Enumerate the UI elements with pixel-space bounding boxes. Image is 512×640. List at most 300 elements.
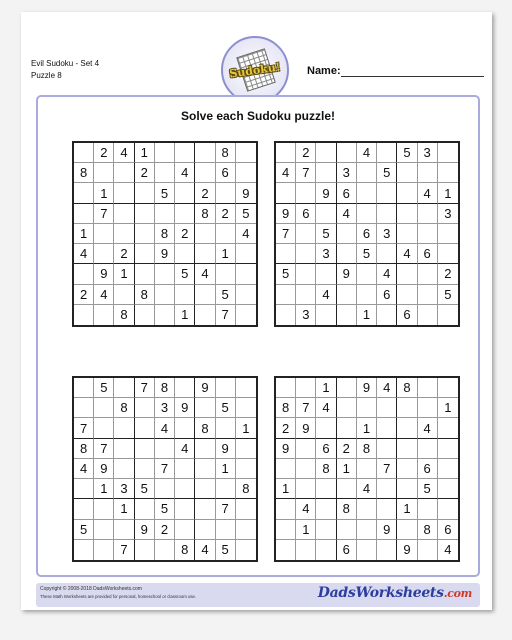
sudoku-cell: 9 [155,244,175,264]
sudoku-cell[interactable] [94,305,114,325]
sudoku-cell[interactable] [438,244,458,264]
sudoku-cell[interactable] [236,439,256,459]
sudoku-cell: 9 [195,378,215,398]
sudoku-cell: 4 [155,418,175,438]
sudoku-cell[interactable] [397,418,417,438]
sudoku-cell[interactable] [175,520,195,540]
sudoku-cell: 6 [337,540,357,560]
sudoku-cell: 3 [438,204,458,224]
sudoku-cell[interactable] [438,163,458,183]
sudoku-cell[interactable] [377,305,397,325]
sudoku-cell[interactable] [114,285,134,305]
sudoku-cell[interactable] [135,439,155,459]
sudoku-cell[interactable] [337,520,357,540]
sudoku-cell: 2 [438,264,458,284]
sudoku-cell[interactable] [94,163,114,183]
sudoku-cell[interactable] [357,398,377,418]
sudoku-cell[interactable] [397,183,417,203]
sudoku-cell[interactable] [175,143,195,163]
sudoku-cell[interactable] [114,224,134,244]
sudoku-cell[interactable] [418,264,438,284]
sudoku-cell[interactable] [135,183,155,203]
sudoku-cell: 8 [155,378,175,398]
sudoku-cell[interactable] [296,540,316,560]
sudoku-cell[interactable] [357,163,377,183]
sudoku-cell[interactable] [236,143,256,163]
sudoku-cell: 5 [155,499,175,519]
sudoku-cell: 9 [94,264,114,284]
sudoku-cell[interactable] [94,418,114,438]
sudoku-cell[interactable] [418,398,438,418]
sudoku-cell[interactable] [397,398,417,418]
sudoku-cell: 7 [155,459,175,479]
sudoku-cell: 1 [276,479,296,499]
sudoku-cell[interactable] [337,224,357,244]
sudoku-cell: 7 [296,163,316,183]
sudoku-cell: 2 [175,224,195,244]
sudoku-cell[interactable] [276,540,296,560]
sudoku-cell[interactable] [357,520,377,540]
sudoku-cell[interactable] [316,499,336,519]
sudoku-cell[interactable] [276,183,296,203]
sudoku-cell[interactable] [276,244,296,264]
sudoku-cell: 8 [175,540,195,560]
sudoku-cell[interactable] [337,305,357,325]
sudoku-cell[interactable] [316,204,336,224]
sudoku-cell[interactable] [337,285,357,305]
sudoku-cell: 7 [74,418,94,438]
sudoku-cell: 3 [155,398,175,418]
sudoku-cell[interactable] [377,439,397,459]
sudoku-cell[interactable] [296,378,316,398]
sudoku-cell[interactable] [135,540,155,560]
sudoku-cell: 4 [357,143,377,163]
sudoku-cell[interactable] [438,224,458,244]
copyright-text: Copyright © 2008-2018 DadsWorksheets.com [40,586,142,592]
sudoku-cell[interactable] [74,499,94,519]
sudoku-cell[interactable] [195,398,215,418]
sudoku-cell: 8 [276,398,296,418]
sudoku-cell[interactable] [377,398,397,418]
sudoku-grid-3 [72,376,258,562]
sudoku-cell[interactable] [216,479,236,499]
sudoku-cell[interactable] [195,163,215,183]
logo-text: Sudoku! [228,60,282,81]
sudoku-cell: 7 [377,459,397,479]
sudoku-cell: 6 [216,163,236,183]
sudoku-grid-2 [274,141,460,327]
sudoku-cell[interactable] [195,439,215,459]
sudoku-cell[interactable] [135,398,155,418]
sudoku-cell[interactable] [155,479,175,499]
sudoku-cell[interactable] [195,143,215,163]
sudoku-cell[interactable] [276,305,296,325]
sudoku-cell[interactable] [155,163,175,183]
sudoku-cell[interactable] [175,499,195,519]
sudoku-cell: 1 [114,264,134,284]
sudoku-cell[interactable] [195,479,215,499]
sudoku-cell: 9 [377,520,397,540]
sudoku-cell[interactable] [357,459,377,479]
sudoku-cell[interactable] [377,540,397,560]
sudoku-cell[interactable] [135,459,155,479]
sudoku-cell[interactable] [216,418,236,438]
sudoku-cell[interactable] [316,520,336,540]
sudoku-cell[interactable] [276,143,296,163]
sudoku-cell[interactable] [236,305,256,325]
sudoku-cell[interactable] [135,204,155,224]
sudoku-cell[interactable] [135,244,155,264]
sudoku-cell[interactable] [418,305,438,325]
sudoku-cell[interactable] [296,183,316,203]
sudoku-cell[interactable] [276,459,296,479]
sudoku-cell: 9 [276,204,296,224]
sudoku-cell[interactable] [94,244,114,264]
sudoku-cell[interactable] [175,204,195,224]
sudoku-cell[interactable] [377,479,397,499]
sudoku-cell[interactable] [316,305,336,325]
sudoku-cell: 5 [438,285,458,305]
sudoku-cell[interactable] [236,244,256,264]
sudoku-cell[interactable] [175,378,195,398]
sudoku-cell[interactable] [418,285,438,305]
sudoku-cell[interactable] [418,163,438,183]
sudoku-cell: 2 [114,244,134,264]
footer [36,583,480,607]
sudoku-cell: 6 [316,439,336,459]
sudoku-cell: 6 [377,285,397,305]
sudoku-cell[interactable] [74,264,94,284]
sudoku-cell: 8 [114,398,134,418]
sudoku-cell: 5 [155,183,175,203]
sudoku-cell: 2 [195,183,215,203]
sudoku-cell: 5 [397,143,417,163]
sudoku-cell[interactable] [236,163,256,183]
brand-logo [318,585,472,601]
sudoku-cell: 1 [316,378,336,398]
sudoku-cell: 1 [296,520,316,540]
sudoku-cell[interactable] [438,439,458,459]
sudoku-cell[interactable] [236,398,256,418]
sudoku-cell[interactable] [438,418,458,438]
sudoku-cell: 5 [74,520,94,540]
sudoku-cell: 4 [444,542,452,558]
sudoku-cell[interactable] [296,244,316,264]
sudoku-cell[interactable] [236,378,256,398]
sudoku-cell: 6 [296,204,316,224]
sudoku-cell[interactable] [216,264,236,284]
sudoku-cell[interactable] [175,418,195,438]
sudoku-cell[interactable] [357,499,377,519]
sudoku-cell: 8 [195,204,215,224]
sudoku-cell[interactable] [135,224,155,244]
sudoku-cell[interactable] [296,264,316,284]
sudoku-grid-1 [72,141,258,327]
sudoku-cell[interactable] [438,305,458,325]
sudoku-cell[interactable] [114,183,134,203]
sudoku-cell[interactable] [114,378,134,398]
sudoku-cell[interactable] [94,398,114,418]
sudoku-cell: 8 [135,285,155,305]
sudoku-cell[interactable] [74,183,94,203]
sudoku-cell[interactable] [135,418,155,438]
sudoku-cell: 5 [316,224,336,244]
sudoku-cell: 6 [357,224,377,244]
sudoku-cell[interactable] [316,540,336,560]
sudoku-cell: 5 [236,204,256,224]
sudoku-cell[interactable] [397,264,417,284]
sudoku-cell[interactable] [195,244,215,264]
sudoku-cell[interactable] [337,479,357,499]
sudoku-cell[interactable] [316,163,336,183]
sudoku-cell[interactable] [397,479,417,499]
sudoku-cell[interactable] [175,183,195,203]
sudoku-cell: 1 [74,224,94,244]
sudoku-cell: 1 [337,459,357,479]
sudoku-cell[interactable] [276,499,296,519]
sudoku-cell[interactable] [337,398,357,418]
sudoku-cell[interactable] [94,224,114,244]
sudoku-cell[interactable] [337,378,357,398]
sudoku-cell[interactable] [337,418,357,438]
sudoku-cell: 4 [316,398,336,418]
sudoku-cell[interactable] [397,520,417,540]
sudoku-cell[interactable] [276,378,296,398]
sudoku-cell[interactable] [155,305,175,325]
sudoku-cell[interactable] [216,520,236,540]
sudoku-cell[interactable] [357,204,377,224]
sudoku-cell: 7 [216,499,236,519]
sudoku-cell[interactable] [296,224,316,244]
sudoku-cell[interactable] [114,520,134,540]
sudoku-cell: 5 [377,163,397,183]
sudoku-cell[interactable] [418,204,438,224]
sudoku-cell: 8 [337,499,357,519]
sudoku-cell[interactable] [195,224,215,244]
sudoku-cell: 1 [175,305,195,325]
sudoku-cell[interactable] [74,305,94,325]
sudoku-cell[interactable] [114,418,134,438]
sudoku-cell[interactable] [438,499,458,519]
sudoku-cell: 4 [316,285,336,305]
sudoku-cell[interactable] [94,540,114,560]
sudoku-cell: 4 [94,285,114,305]
sudoku-cell: 7 [135,378,155,398]
sudoku-cell[interactable] [195,459,215,479]
sudoku-cell[interactable] [418,378,438,398]
sudoku-cell: 6 [438,520,458,540]
sudoku-cell[interactable] [94,499,114,519]
sudoku-cell: 8 [418,520,438,540]
sudoku-cell[interactable] [155,540,175,560]
sudoku-cell: 1 [114,499,134,519]
sudoku-cell: 6 [418,459,438,479]
sudoku-cell: 7 [94,439,114,459]
sudoku-cell: 1 [357,418,377,438]
sudoku-cell: 2 [337,439,357,459]
sudoku-cell: 4 [236,224,256,244]
sudoku-cell[interactable] [397,163,417,183]
sudoku-cell[interactable] [135,499,155,519]
sudoku-cell: 1 [438,183,458,203]
sudoku-cell[interactable] [74,204,94,224]
sudoku-cell[interactable] [155,204,175,224]
sudoku-cell: 5 [216,540,236,560]
sudoku-cell: 7 [94,204,114,224]
sudoku-cell[interactable] [155,264,175,284]
sudoku-cell[interactable] [397,439,417,459]
sudoku-cell: 4 [276,163,296,183]
sudoku-cell[interactable] [114,163,134,183]
sudoku-cell[interactable] [236,264,256,284]
sudoku-cell: 3 [337,163,357,183]
sudoku-cell[interactable] [94,520,114,540]
sudoku-cell: 7 [216,305,236,325]
sudoku-cell: 2 [135,163,155,183]
sudoku-cell[interactable] [195,499,215,519]
sudoku-cell: 1 [236,418,256,438]
sudoku-cell[interactable] [377,143,397,163]
brand-suffix: .com [443,587,472,600]
sudoku-cell: 8 [74,439,94,459]
sudoku-cell: 7 [276,224,296,244]
sudoku-cell[interactable] [236,520,256,540]
sudoku-cell: 8 [357,439,377,459]
sudoku-cell[interactable] [296,285,316,305]
sudoku-cell: 3 [296,305,316,325]
sudoku-cell[interactable] [357,285,377,305]
sudoku-cell[interactable] [114,439,134,459]
sudoku-cell: 1 [438,398,458,418]
sudoku-cell: 1 [216,459,236,479]
sudoku-cell: 2 [155,520,175,540]
sudoku-cell: 4 [195,264,215,284]
sudoku-cell: 8 [195,418,215,438]
sudoku-cell[interactable] [74,143,94,163]
sudoku-cell: 9 [316,183,336,203]
sudoku-cell[interactable] [195,305,215,325]
sudoku-cell: 6 [337,183,357,203]
sudoku-cell: 4 [74,459,94,479]
sudoku-cell: 4 [114,143,134,163]
sudoku-cell[interactable] [438,459,458,479]
sudoku-cell[interactable] [135,264,155,284]
sudoku-cell[interactable] [114,459,134,479]
sudoku-cell[interactable] [216,224,236,244]
sudoku-cell: 9 [276,439,296,459]
sudoku-cell[interactable] [175,285,195,305]
sudoku-cell[interactable] [276,520,296,540]
sudoku-cell[interactable] [216,378,236,398]
sudoku-cell[interactable] [175,244,195,264]
sudoku-cell[interactable] [357,264,377,284]
sudoku-cell[interactable] [377,244,397,264]
worksheet-page [21,12,492,610]
sudoku-cell: 4 [357,479,377,499]
sudoku-cell[interactable] [155,439,175,459]
sudoku-cell[interactable] [397,285,417,305]
name-label: Name: [307,65,341,77]
puzzle-label: Puzzle 8 [31,71,62,80]
sudoku-cell: 3 [418,143,438,163]
sudoku-cell[interactable] [316,418,336,438]
sudoku-cell[interactable] [377,418,397,438]
sudoku-cell[interactable] [195,285,215,305]
sudoku-cell[interactable] [337,143,357,163]
sudoku-cell[interactable] [377,499,397,519]
sudoku-cell[interactable] [74,479,94,499]
sudoku-cell[interactable] [114,204,134,224]
header-info [31,58,99,82]
sudoku-cell[interactable] [438,479,458,499]
sudoku-cell[interactable] [357,183,377,203]
sudoku-cell[interactable] [195,520,215,540]
sudoku-cell[interactable] [236,285,256,305]
sudoku-cell[interactable] [175,479,195,499]
sudoku-cell[interactable] [397,459,417,479]
sudoku-cell[interactable] [438,143,458,163]
sudoku-cell: 8 [236,479,256,499]
sudoku-cell[interactable] [397,224,417,244]
sudoku-cell: 9 [337,264,357,284]
sudoku-cell[interactable] [155,285,175,305]
sudoku-cell: 8 [114,305,134,325]
sudoku-cell[interactable] [296,459,316,479]
sudoku-cell[interactable] [377,204,397,224]
sudoku-cell[interactable] [418,540,438,560]
sudoku-cell[interactable] [316,143,336,163]
sudoku-cell: 8 [74,163,94,183]
sudoku-cell[interactable] [377,183,397,203]
sudoku-cell: 1 [216,244,236,264]
sudoku-cell[interactable] [276,285,296,305]
sudoku-cell: 4 [195,540,215,560]
sudoku-cell[interactable] [316,264,336,284]
sudoku-cell[interactable] [236,540,256,560]
sudoku-cell: 1 [94,479,114,499]
sudoku-cell[interactable] [236,459,256,479]
sudoku-cell: 9 [175,398,195,418]
sudoku-cell: 2 [296,143,316,163]
sudoku-cell[interactable] [296,479,316,499]
sudoku-cell[interactable] [418,224,438,244]
sudoku-cell[interactable] [418,439,438,459]
sudoku-cell[interactable] [337,244,357,264]
sudoku-cell[interactable] [216,183,236,203]
sudoku-cell[interactable] [74,398,94,418]
sudoku-cell[interactable] [175,459,195,479]
sudoku-grid-4 [274,376,460,562]
sudoku-cell[interactable] [438,378,458,398]
usage-notice: These Math Worksheets are provided for personal, homeschool or classroom use. [40,594,197,599]
sudoku-cell[interactable] [74,540,94,560]
sudoku-cell: 5 [216,285,236,305]
sudoku-cell[interactable] [74,378,94,398]
sudoku-cell: 8 [316,459,336,479]
sudoku-cell[interactable] [357,540,377,560]
sudoku-cell: 5 [216,398,236,418]
sudoku-cell[interactable] [296,439,316,459]
brand-name: DadsWorksheets [317,585,444,601]
sudoku-cell[interactable] [316,479,336,499]
sudoku-cell[interactable] [236,499,256,519]
sudoku-cell: 1 [357,305,377,325]
sudoku-cell[interactable] [397,204,417,224]
sudoku-cell[interactable] [135,305,155,325]
sudoku-cell[interactable] [418,499,438,519]
sudoku-cell[interactable] [155,143,175,163]
sudoku-cell: 3 [316,244,336,264]
